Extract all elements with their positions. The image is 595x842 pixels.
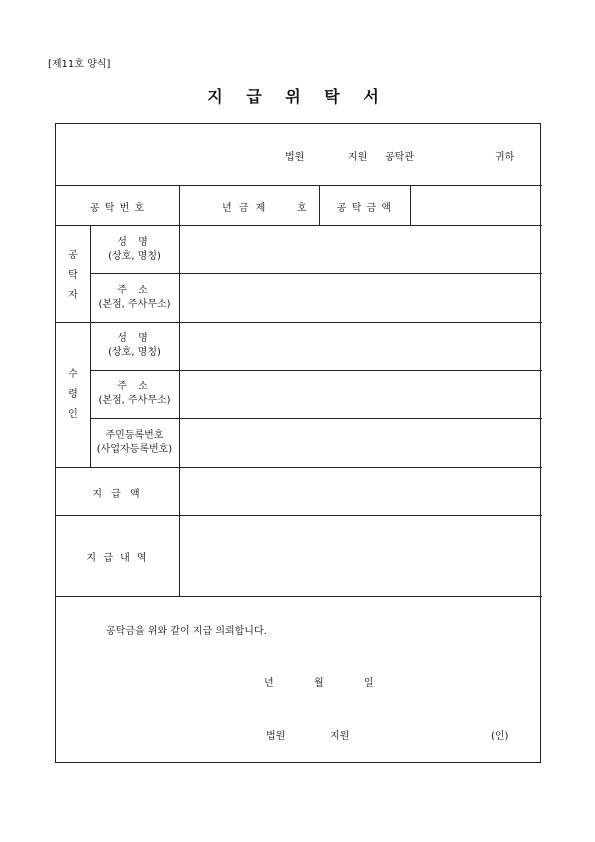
date-year: 년 [264, 678, 274, 689]
form-title: 지 급 위 탁 서 [207, 87, 388, 106]
depositor-name-field[interactable] [180, 226, 541, 273]
payment-amount-label: 지 급 액 [92, 489, 143, 500]
request-text: 공탁금을 위와 같이 지급 의뢰합니다. [106, 626, 267, 637]
recipient-name-label: 성 명 (상호, 명칭) [108, 333, 161, 358]
recipient-address-field[interactable] [180, 371, 541, 418]
divider-line [56, 596, 542, 597]
footer-branch: 지원 [330, 731, 350, 742]
depositor-address-field[interactable] [180, 274, 541, 322]
depositor-name-label: 성 명 (상호, 명칭) [108, 237, 161, 262]
date-month: 월 [314, 678, 324, 689]
deposit-year-case: 년 금 제 [222, 203, 268, 214]
recipient-id-label: 주민등록번호 (사업자등록번호) [96, 430, 173, 455]
seal-mark: (인) [491, 731, 509, 742]
recipient-name-field[interactable] [180, 323, 541, 370]
header-court: 법원 [285, 152, 305, 163]
deposit-amount-label: 공 탁 금 액 [336, 203, 393, 214]
recipient-id-field[interactable] [180, 419, 541, 467]
footer-court: 법원 [266, 731, 286, 742]
recipient-group-label: 수 령 인 [68, 369, 78, 420]
deposit-number-label: 공 탁 번 호 [89, 203, 146, 214]
header-officer: 공탁관 [385, 152, 414, 163]
payment-amount-field[interactable] [180, 468, 541, 515]
deposit-no-suffix: 호 [297, 203, 307, 214]
depositor-address-label: 주 소 (본점, 주사무소) [98, 285, 171, 310]
depositor-group-label: 공 탁 자 [68, 250, 78, 301]
recipient-address-label: 주 소 (본점, 주사무소) [98, 381, 171, 406]
payment-details-field[interactable] [180, 516, 541, 596]
form-number: [제11호 양식] [48, 59, 111, 70]
form-table [55, 123, 541, 763]
date-day: 일 [364, 678, 374, 689]
payment-details-label: 지 급 내 역 [86, 553, 149, 564]
header-branch: 지원 [348, 152, 368, 163]
header-addressee: 귀하 [495, 152, 515, 163]
deposit-amount-field[interactable] [411, 186, 541, 225]
